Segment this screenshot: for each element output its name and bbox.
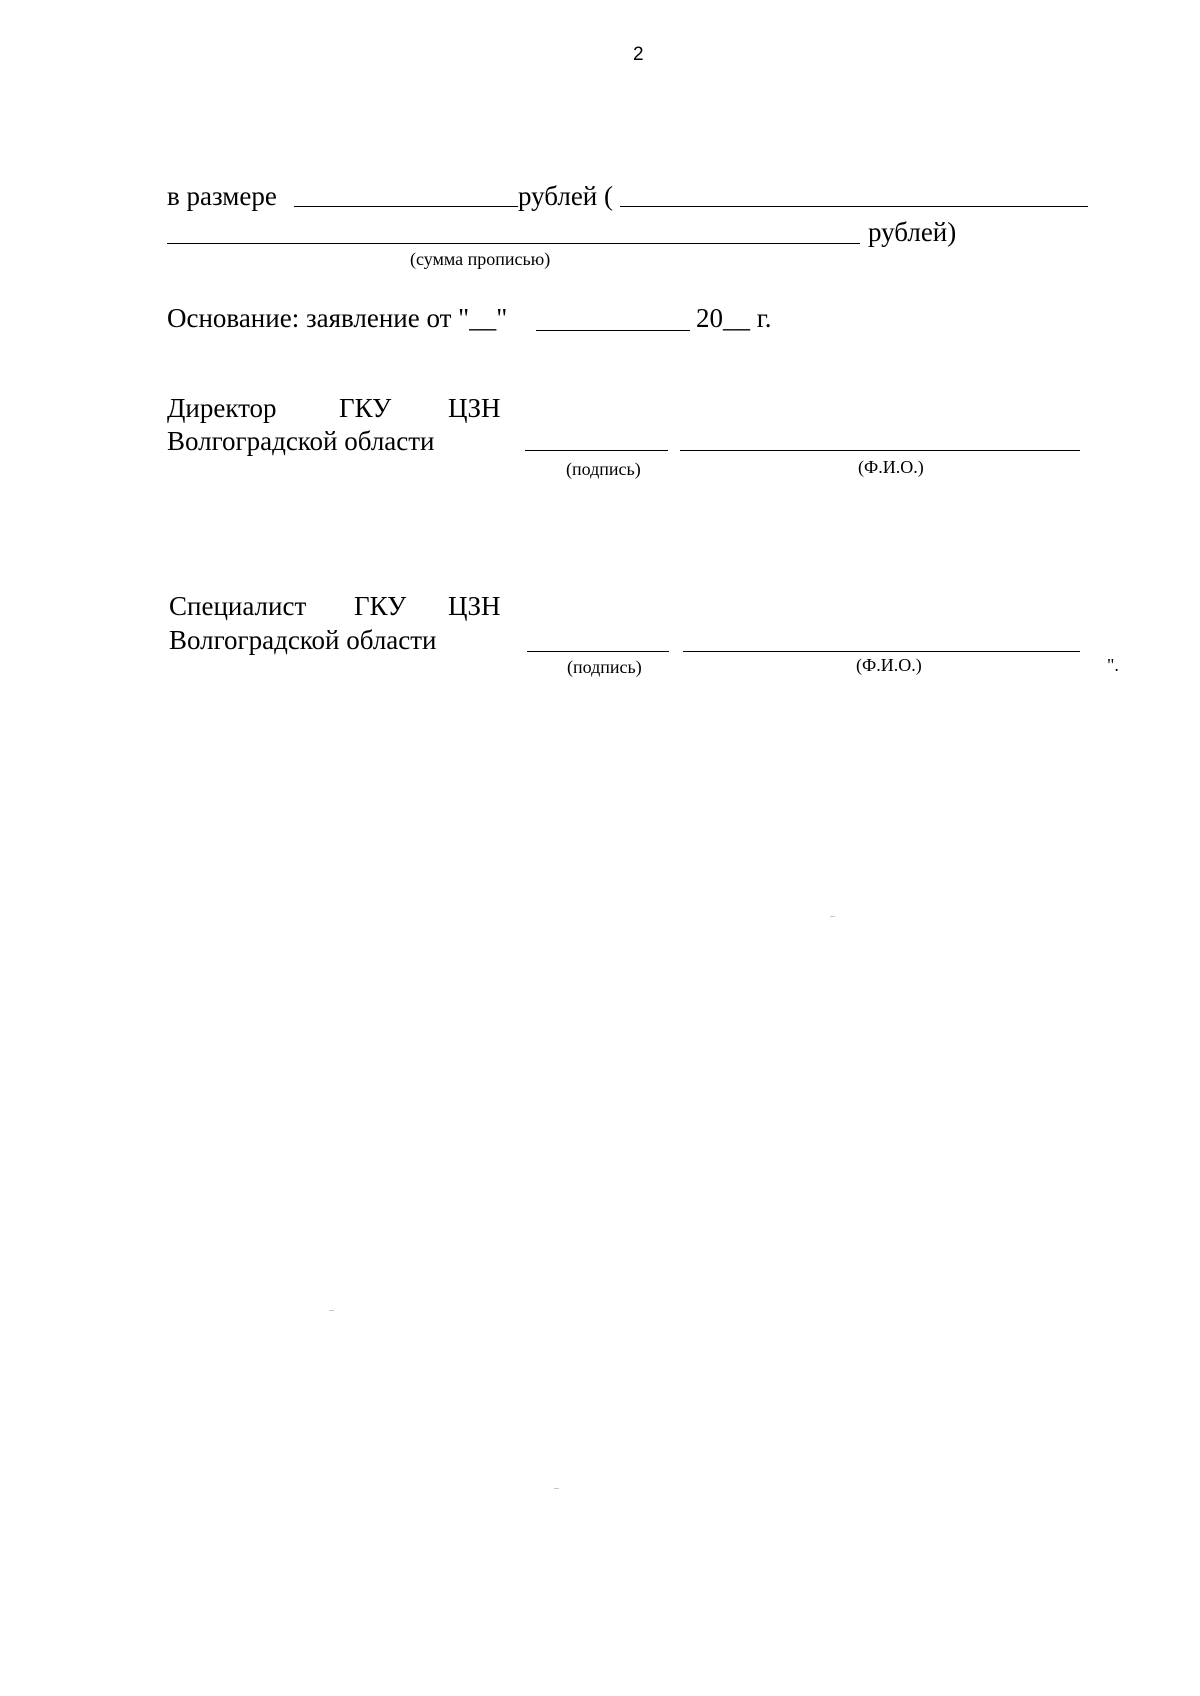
specialist-signature-caption: (подпись)	[567, 657, 642, 677]
specialist-name-line	[683, 651, 1080, 652]
basis-year: 20__ г.	[696, 303, 772, 333]
scan-speck	[329, 1310, 334, 1311]
amount-number-blank	[294, 206, 518, 207]
rubles-open-label: рублей (	[518, 181, 614, 211]
director-signature-line	[525, 450, 668, 451]
director-signature-caption: (подпись)	[566, 459, 641, 479]
amount-words-blank-2	[167, 243, 860, 244]
specialist-name-caption: (Ф.И.О.)	[856, 655, 922, 675]
director-title-word-1: Директор	[167, 393, 277, 423]
specialist-title-word-2: ГКУ	[354, 591, 407, 621]
director-name-line	[680, 450, 1080, 451]
amount-words-blank-1	[620, 206, 1088, 207]
page-number: 2	[633, 44, 644, 65]
director-title-word-3: ЦЗН	[448, 393, 501, 423]
rubles-close-label: рублей)	[868, 217, 957, 247]
basis-month-blank	[536, 330, 690, 331]
specialist-title-word-1: Специалист	[169, 591, 307, 621]
scan-speck	[830, 916, 835, 917]
specialist-closing-mark: ".	[1107, 655, 1119, 675]
specialist-signature-line	[527, 651, 669, 652]
specialist-title-word-3: ЦЗН	[448, 591, 501, 621]
scan-speck	[554, 1488, 559, 1489]
director-title-line-2: Волгоградской области	[167, 426, 435, 456]
director-title-word-2: ГКУ	[339, 393, 392, 423]
basis-label: Основание: заявление от "__"	[167, 303, 508, 333]
amount-prefix: в размере	[167, 181, 277, 211]
director-name-caption: (Ф.И.О.)	[858, 457, 924, 477]
amount-in-words-caption: (сумма прописью)	[410, 249, 551, 269]
specialist-title-line-2: Волгоградской области	[169, 625, 437, 655]
